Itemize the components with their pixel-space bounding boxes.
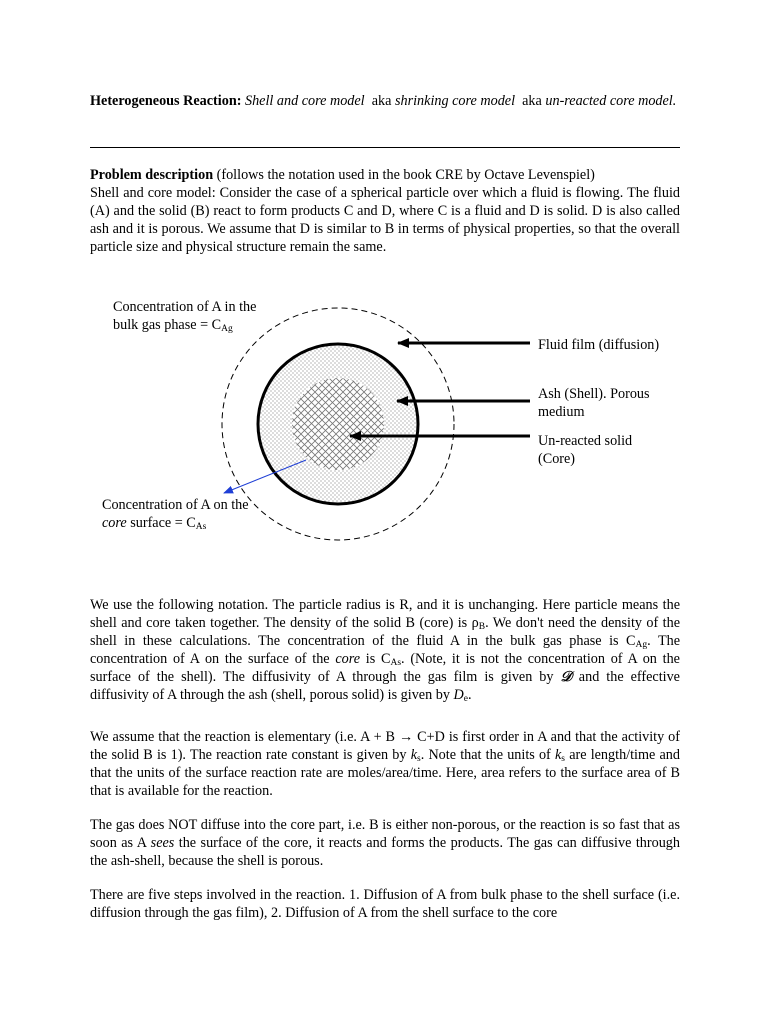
title-italic-2: shrinking core model	[394, 93, 516, 109]
title-italic-3: un-reacted core model.	[545, 93, 677, 109]
title-bold: Heterogeneous Reaction:	[90, 93, 242, 109]
aka-2: aka	[522, 93, 542, 109]
core-surface-italic: core	[102, 515, 127, 531]
reaction-arrow: →	[398, 729, 414, 745]
script-d-symbol: 𝒟	[560, 669, 572, 685]
problem-body: Shell and core model: Consider the case of a spherical particle over which a fluid is flowing. The fluid (A) and the solid (B) react to form products C and D, where C is a fluid and D is solid. D is also called ash and it is porous. We assume that D is similar to B in terms of physical properties, so that the overall particle size and physical structure remain the same.	[90, 185, 680, 255]
aka-1: aka	[371, 93, 392, 109]
problem-heading: Problem description	[90, 167, 214, 183]
title-italic-1: Shell and core model	[244, 93, 365, 109]
core-label-line2: (Core)	[538, 451, 576, 467]
core-surface-line1: Concentration of A on the	[102, 497, 249, 513]
problem-heading-note: (follows the notation used in the book CRE by Octave Levenspiel)	[216, 167, 595, 183]
unreacted-core	[292, 378, 384, 470]
bulk-label-line1: Concentration of A in the	[113, 299, 257, 315]
ash-label-line1: Ash (Shell). Porous	[538, 386, 650, 402]
bulk-concentration-label	[113, 298, 256, 334]
bulk-label-sub: Ag	[221, 324, 233, 334]
core-surface-concentration-label	[102, 496, 249, 532]
steps-paragraph: There are five steps involved in the reaction. 1. Diffusion of A from bulk phase to the shell surface (i.e. diffusion through the gas film), 2. Diffusion of A from the shell surface to the core	[90, 887, 680, 921]
core-label	[538, 432, 632, 468]
diffusion-paragraph: The gas does NOT diffuse into the core part, i.e. B is either non-porous, or the reaction is so fast that as soon as A sees the surface of the core, it reacts and forms the products. The gas can diffusive through the ash-shell, because the shell is porous.	[90, 817, 680, 869]
bulk-label-line2: bulk gas phase = C	[113, 317, 222, 333]
fluid-film-label: Fluid film (diffusion)	[538, 337, 660, 353]
core-surface-sub: As	[195, 522, 207, 532]
reaction-paragraph: We assume that the reaction is elementary (i.e. A + B → C+D is first order in A and that the activity of the solid B is 1). The reaction rate constant is given by $k_s$. Note that the units of $k_s$ are length/time and that the units of the surface reaction rate are moles/area/time. Here, area refers to the surface area of B that is available for the reaction.	[90, 729, 680, 799]
notation-paragraph: We use the following notation. The particle radius is R, and it is unchanging. Here particle means the shell and core taken together. The density of the solid B (core) is $\rho_B$. We don't need the density of the shell in these calculations. The concentration of the fluid A in the bulk gas phase is $C_{Ag}$. The concentration of A on the surface of the core is $C_{As}$. (Note, it is not the concentration of A on the surface of the shell). The diffusivity of A through the gas film is given by 𝒟 and the effective diffusivity of A through the ash (shell, porous solid) is given by $D_e$.	[90, 597, 680, 704]
core-surface-rest: surface = C	[126, 515, 196, 531]
ash-label-line2: medium	[538, 404, 585, 420]
ash-label	[538, 385, 650, 421]
core-label-line1: Un-reacted solid	[538, 433, 633, 449]
